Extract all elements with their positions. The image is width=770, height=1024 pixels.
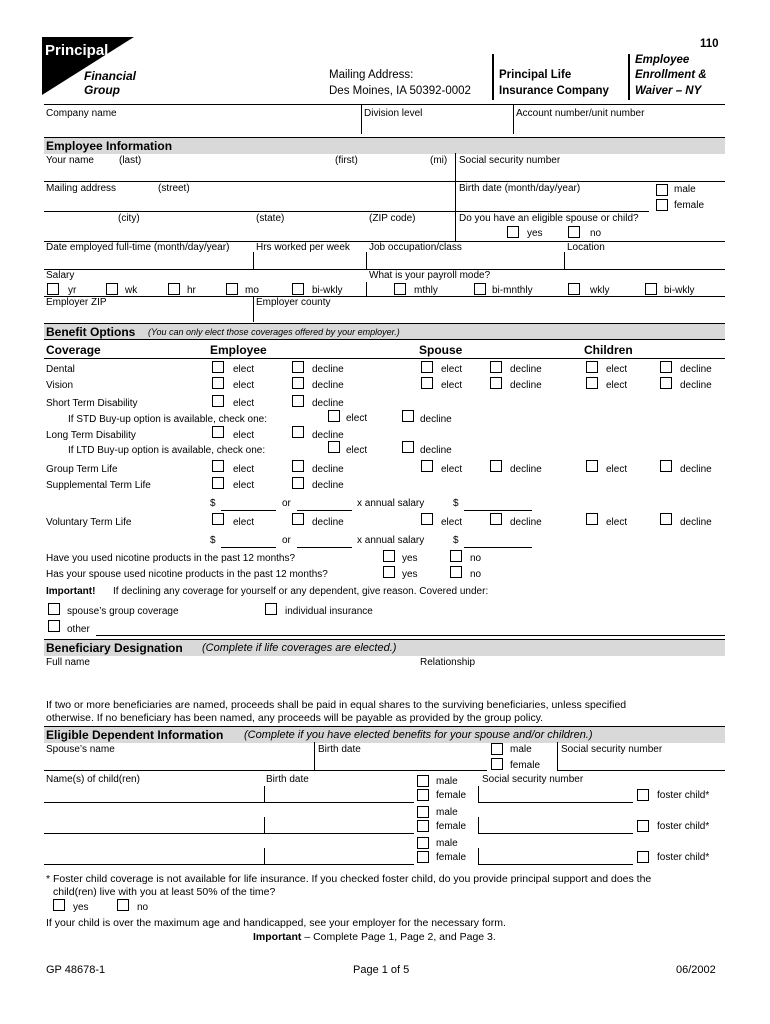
supp-term-label: Supplemental Term Life bbox=[46, 480, 151, 491]
vol-term-employee-elect[interactable] bbox=[212, 513, 224, 525]
individual-insurance-checkbox[interactable] bbox=[265, 603, 277, 615]
elect-text: elect bbox=[233, 364, 255, 375]
dollar-sign: $ bbox=[453, 535, 459, 546]
vol-term-children-elect[interactable] bbox=[586, 513, 598, 525]
complete-pages-text: – Complete Page 1, Page 2, and Page 3. bbox=[301, 931, 496, 943]
spouse-male-checkbox[interactable] bbox=[491, 743, 503, 755]
division-label: Division level bbox=[364, 108, 423, 119]
elect-text: elect bbox=[233, 517, 255, 528]
your-name-label: Your name bbox=[46, 155, 94, 166]
col-coverage: Coverage bbox=[46, 343, 101, 357]
salary-mo-label: mo bbox=[245, 285, 259, 296]
child2-ssn-input[interactable] bbox=[480, 818, 632, 833]
account-input[interactable] bbox=[514, 118, 724, 134]
decline-text: decline bbox=[510, 464, 542, 475]
ltd-buyup-decline[interactable] bbox=[402, 441, 414, 453]
form-title-line2: Enrollment & bbox=[635, 69, 707, 81]
std-employee-decline[interactable] bbox=[292, 395, 304, 407]
dental-employee-decline[interactable] bbox=[292, 361, 304, 373]
dependents-band bbox=[44, 726, 725, 743]
child-ssn-label: Social security number bbox=[482, 774, 584, 785]
spouse-child-question: Do you have an eligible spouse or child? bbox=[459, 213, 639, 224]
dollar-sign: $ bbox=[453, 498, 459, 509]
nicotine-employee-yes[interactable] bbox=[383, 550, 395, 562]
spouse-row-rule-a bbox=[44, 770, 487, 771]
child2-female-checkbox[interactable] bbox=[417, 820, 429, 832]
child2-foster-label: foster child* bbox=[657, 821, 710, 832]
employer-county-label: Employer county bbox=[256, 297, 331, 308]
vision-spouse-elect[interactable] bbox=[421, 377, 433, 389]
header-divider-1 bbox=[492, 54, 494, 100]
name-input[interactable] bbox=[44, 167, 454, 181]
child1-rule-b bbox=[478, 802, 633, 803]
division-input[interactable] bbox=[362, 118, 512, 134]
child1-rule-a bbox=[44, 802, 414, 803]
elect-text: elect bbox=[346, 413, 368, 424]
nicotine-spouse-yes[interactable] bbox=[383, 566, 395, 578]
mailing-address-label: Mailing address bbox=[46, 183, 117, 194]
pay-biwkly-label: bi-wkly bbox=[664, 285, 695, 296]
foster-footnote-line2: child(ren) live with you at least 50% of the time? bbox=[53, 886, 276, 898]
spouse-yes-label: yes bbox=[527, 228, 543, 239]
salary-hr-checkbox[interactable] bbox=[168, 283, 180, 295]
child2-male-label: male bbox=[436, 807, 458, 818]
company-row-top-rule bbox=[44, 104, 725, 105]
benefit-options-heading: Benefit Options bbox=[46, 325, 136, 339]
decline-text: decline bbox=[312, 464, 344, 475]
vol-amount-input[interactable] bbox=[221, 547, 276, 548]
spouse-female-checkbox[interactable] bbox=[491, 758, 503, 770]
no-text: no bbox=[470, 553, 482, 564]
or-text: or bbox=[282, 498, 291, 509]
full-name-label: Full name bbox=[46, 657, 90, 668]
nicotine-spouse-no[interactable] bbox=[450, 566, 462, 578]
child2-rule-a bbox=[44, 833, 414, 834]
ssn-input[interactable] bbox=[456, 167, 724, 181]
decline-text: decline bbox=[312, 364, 344, 375]
decline-text: decline bbox=[312, 380, 344, 391]
supp-multiple-input[interactable] bbox=[297, 510, 352, 511]
decline-text: decline bbox=[312, 517, 344, 528]
employee-info-band bbox=[44, 137, 725, 154]
spouse-name-input[interactable] bbox=[44, 755, 312, 770]
elect-text: elect bbox=[606, 380, 628, 391]
female-label: female bbox=[674, 200, 705, 211]
group-term-children-elect[interactable] bbox=[586, 460, 598, 472]
beneficiary-heading: Beneficiary Designation bbox=[46, 641, 183, 655]
salary-row-rule bbox=[44, 296, 725, 297]
vol-spouse-amount-input[interactable] bbox=[464, 547, 532, 548]
decline-text: decline bbox=[312, 398, 344, 409]
child-birth-label: Birth date bbox=[266, 774, 309, 785]
elect-text: elect bbox=[233, 480, 255, 491]
elect-text: elect bbox=[441, 517, 463, 528]
child3-name-input[interactable] bbox=[44, 849, 262, 864]
dental-spouse-elect[interactable] bbox=[421, 361, 433, 373]
vol-term-label: Voluntary Term Life bbox=[46, 517, 132, 528]
supp-term-employee-decline[interactable] bbox=[292, 477, 304, 489]
spouse-name-label: Spouse’s name bbox=[46, 744, 115, 755]
child1-name-input[interactable] bbox=[44, 787, 262, 802]
child1-sep-a bbox=[264, 786, 265, 802]
child1-male-label: male bbox=[436, 776, 458, 787]
elect-text: elect bbox=[233, 430, 255, 441]
complete-pages-note bbox=[253, 931, 496, 943]
vision-children-decline[interactable] bbox=[660, 377, 672, 389]
spouse-ssn-input[interactable] bbox=[558, 755, 724, 770]
child1-birth-input[interactable] bbox=[266, 787, 412, 802]
child3-foster-label: foster child* bbox=[657, 852, 710, 863]
elect-text: elect bbox=[233, 380, 255, 391]
spouse-birth-input[interactable] bbox=[315, 755, 485, 770]
company-name-input[interactable] bbox=[44, 118, 359, 134]
child3-rule-a bbox=[44, 864, 414, 865]
city-state-zip-input[interactable] bbox=[44, 226, 454, 241]
location-input[interactable] bbox=[565, 254, 724, 269]
foster-support-yes[interactable] bbox=[53, 899, 65, 911]
decline-text: decline bbox=[680, 517, 712, 528]
decline-text: decline bbox=[420, 414, 452, 425]
beneficiary-paragraph-line1: If two or more beneficiaries are named, proceeds shall be paid in equal shares to the surviving beneficiaries, unless specified bbox=[46, 699, 627, 711]
yes-text: yes bbox=[402, 569, 418, 580]
child2-name-input[interactable] bbox=[44, 818, 262, 833]
city-spouse-sep bbox=[455, 211, 456, 241]
account-label: Account number/unit number bbox=[516, 108, 645, 119]
dental-children-decline[interactable] bbox=[660, 361, 672, 373]
spouse-ssn-label: Social security number bbox=[561, 744, 663, 755]
std-buyup-decline[interactable] bbox=[402, 410, 414, 422]
col-employee: Employee bbox=[210, 343, 267, 357]
salary-label: Salary bbox=[46, 270, 75, 281]
salary-biwkly-checkbox[interactable] bbox=[292, 283, 304, 295]
male-checkbox[interactable] bbox=[656, 184, 668, 196]
child1-ssn-input[interactable] bbox=[480, 787, 632, 802]
foster-footnote-line1: * Foster child coverage is not available for life insurance. If you checked foster child, do you provide principal support and does the bbox=[46, 873, 652, 885]
dollar-sign: $ bbox=[210, 498, 216, 509]
spouse-birth-label: Birth date bbox=[318, 744, 361, 755]
group-term-spouse-elect[interactable] bbox=[421, 460, 433, 472]
child3-female-checkbox[interactable] bbox=[417, 851, 429, 863]
spouse-female-label: female bbox=[510, 760, 541, 771]
elect-text: elect bbox=[233, 464, 255, 475]
ltd-buyup-elect[interactable] bbox=[328, 441, 340, 453]
benefit-options-band bbox=[44, 323, 725, 340]
std-label: Short Term Disability bbox=[46, 398, 138, 409]
logo-text-group: Group bbox=[84, 83, 120, 97]
elect-text: elect bbox=[606, 517, 628, 528]
std-buyup-label: If STD Buy-up option is available, check one: bbox=[68, 414, 267, 425]
child2-sep-a bbox=[264, 817, 265, 833]
child2-sep-b bbox=[478, 817, 479, 833]
salary-mo-checkbox[interactable] bbox=[226, 283, 238, 295]
beneficiary-name-input[interactable] bbox=[44, 669, 414, 691]
spouse-group-checkbox[interactable] bbox=[48, 603, 60, 615]
child2-female-label: female bbox=[436, 821, 467, 832]
mi-label: (mi) bbox=[430, 155, 448, 166]
child1-foster-label: foster child* bbox=[657, 790, 710, 801]
payroll-mode-question: What is your payroll mode? bbox=[369, 270, 491, 281]
other-label: other bbox=[67, 624, 90, 635]
child3-ssn-input[interactable] bbox=[480, 849, 632, 864]
header-divider-2 bbox=[628, 54, 630, 100]
salary-yr-label: yr bbox=[68, 285, 77, 296]
std-buyup-elect[interactable] bbox=[328, 410, 340, 422]
child3-sep-a bbox=[264, 848, 265, 864]
logo-text-financial: Financial bbox=[84, 69, 137, 83]
date-employed-input[interactable] bbox=[44, 254, 252, 269]
coverage-header-rule bbox=[44, 358, 725, 359]
decline-text: decline bbox=[510, 364, 542, 375]
important-label: Important! bbox=[46, 586, 96, 597]
child1-female-checkbox[interactable] bbox=[417, 789, 429, 801]
dependents-note: (Complete if you have elected benefits for your spouse and/or children.) bbox=[244, 729, 593, 741]
date-employed-label: Date employed full-time (month/day/year) bbox=[46, 242, 230, 253]
child3-sep-b bbox=[478, 848, 479, 864]
principal-logo bbox=[42, 37, 138, 101]
address-row-rule bbox=[44, 211, 649, 212]
street-label: (street) bbox=[158, 183, 190, 194]
vol-multiple-input[interactable] bbox=[297, 547, 352, 548]
child3-male-checkbox[interactable] bbox=[417, 837, 429, 849]
vol-term-spouse-elect[interactable] bbox=[421, 513, 433, 525]
spouse-row-rule-b bbox=[557, 770, 725, 771]
salary-wk-checkbox[interactable] bbox=[106, 283, 118, 295]
last-name-label: (last) bbox=[119, 155, 142, 166]
foster-no-label: no bbox=[137, 902, 149, 913]
spouse-group-label: spouse’s group coverage bbox=[67, 606, 179, 617]
page-number: Page 1 of 5 bbox=[353, 964, 410, 976]
decline-text: decline bbox=[420, 445, 452, 456]
group-term-employee-elect[interactable] bbox=[212, 460, 224, 472]
group-term-children-decline[interactable] bbox=[660, 460, 672, 472]
no-text: no bbox=[470, 569, 482, 580]
ltd-label: Long Term Disability bbox=[46, 430, 136, 441]
complete-pages-important: Important bbox=[253, 931, 302, 943]
salary-wk-label: wk bbox=[125, 285, 138, 296]
nicotine-question-employee: Have you used nicotine products in the past 12 months? bbox=[46, 553, 296, 564]
child3-male-label: male bbox=[436, 838, 458, 849]
supp-spouse-amount-input[interactable] bbox=[464, 510, 532, 511]
pay-bimnthly-label: bi-mnthly bbox=[492, 285, 533, 296]
elect-text: elect bbox=[233, 398, 255, 409]
salary-hr-label: hr bbox=[187, 285, 196, 296]
female-checkbox[interactable] bbox=[656, 199, 668, 211]
pay-wkly-checkbox[interactable] bbox=[568, 283, 580, 295]
vision-label: Vision bbox=[46, 380, 74, 391]
birth-date-label: Birth date (month/day/year) bbox=[459, 183, 581, 194]
ltd-buyup-label: If LTD Buy-up option is available, check one: bbox=[68, 445, 266, 456]
child1-foster-checkbox[interactable] bbox=[637, 789, 649, 801]
ltd-employee-elect[interactable] bbox=[212, 426, 224, 438]
child3-foster-checkbox[interactable] bbox=[637, 851, 649, 863]
form-date: 06/2002 bbox=[676, 964, 716, 976]
std-employee-elect[interactable] bbox=[212, 395, 224, 407]
salary-yr-checkbox[interactable] bbox=[47, 283, 59, 295]
form-title-line1: Employee bbox=[635, 54, 690, 66]
birth-date-input[interactable] bbox=[456, 196, 646, 211]
employer-zip-label: Employer ZIP bbox=[46, 297, 107, 308]
child2-rule-b bbox=[478, 833, 633, 834]
elect-text: elect bbox=[346, 445, 368, 456]
other-checkbox[interactable] bbox=[48, 620, 60, 632]
or-text: or bbox=[282, 535, 291, 546]
vision-employee-decline[interactable] bbox=[292, 377, 304, 389]
spouse-no-label: no bbox=[590, 228, 602, 239]
child1-female-label: female bbox=[436, 790, 467, 801]
supp-term-employee-elect[interactable] bbox=[212, 477, 224, 489]
vision-spouse-decline[interactable] bbox=[490, 377, 502, 389]
benefit-options-note: (You can only elect those coverages offered by your employer.) bbox=[148, 327, 400, 337]
decline-text: decline bbox=[680, 380, 712, 391]
zip-label: (ZIP code) bbox=[369, 213, 416, 224]
company-name-line2: Insurance Company bbox=[499, 85, 609, 97]
beneficiary-relationship-input[interactable] bbox=[418, 669, 724, 691]
dollar-sign: $ bbox=[210, 535, 216, 546]
child3-rule-b bbox=[478, 864, 633, 865]
dependents-heading: Eligible Dependent Information bbox=[46, 728, 224, 742]
child1-sep-b bbox=[478, 786, 479, 802]
first-name-label: (first) bbox=[335, 155, 358, 166]
col-spouse: Spouse bbox=[419, 343, 463, 357]
form-code: GP 48678-1 bbox=[46, 964, 106, 976]
location-label: Location bbox=[567, 242, 605, 253]
elect-text: elect bbox=[441, 364, 463, 375]
logo-text-principal: Principal bbox=[45, 42, 109, 59]
handicapped-note: If your child is over the maximum age and handicapped, see your employer for the necessary form. bbox=[46, 917, 506, 929]
spouse-no-checkbox[interactable] bbox=[568, 226, 580, 238]
form-number: 110 bbox=[700, 38, 719, 50]
important-text: If declining any coverage for yourself or any dependent, give reason. Covered under: bbox=[113, 586, 489, 597]
name-row-rule bbox=[44, 181, 725, 182]
pay-biwkly-checkbox[interactable] bbox=[645, 283, 657, 295]
vol-term-employee-decline[interactable] bbox=[292, 513, 304, 525]
child1-male-checkbox[interactable] bbox=[417, 775, 429, 787]
spouse-yes-checkbox[interactable] bbox=[507, 226, 519, 238]
beneficiary-band bbox=[44, 639, 725, 656]
foster-yes-label: yes bbox=[73, 902, 89, 913]
ssn-label: Social security number bbox=[459, 155, 561, 166]
relationship-label: Relationship bbox=[420, 657, 476, 668]
yes-text: yes bbox=[402, 553, 418, 564]
vision-children-elect[interactable] bbox=[586, 377, 598, 389]
male-label: male bbox=[674, 184, 696, 195]
dental-spouse-decline[interactable] bbox=[490, 361, 502, 373]
spouse-male-label: male bbox=[510, 744, 532, 755]
individual-insurance-label: individual insurance bbox=[285, 606, 373, 617]
pay-bimnthly-checkbox[interactable] bbox=[474, 283, 486, 295]
child3-birth-input[interactable] bbox=[266, 849, 412, 864]
other-reason-input[interactable] bbox=[96, 635, 725, 636]
state-label: (state) bbox=[256, 213, 285, 224]
elect-text: elect bbox=[606, 364, 628, 375]
hours-label: Hrs worked per week bbox=[256, 242, 350, 253]
decline-text: decline bbox=[510, 380, 542, 391]
child3-female-label: female bbox=[436, 852, 467, 863]
salary-biwkly-label: bi-wkly bbox=[312, 285, 343, 296]
child2-foster-checkbox[interactable] bbox=[637, 820, 649, 832]
benefit-band-bottom bbox=[44, 339, 725, 340]
job-label: Job occupation/class bbox=[369, 242, 462, 253]
nicotine-employee-no[interactable] bbox=[450, 550, 462, 562]
employer-county-input[interactable] bbox=[254, 309, 454, 323]
mailing-label: Mailing Address: bbox=[329, 69, 414, 81]
dental-employee-elect[interactable] bbox=[212, 361, 224, 373]
vol-term-spouse-decline[interactable] bbox=[490, 513, 502, 525]
group-term-employee-decline[interactable] bbox=[292, 460, 304, 472]
decline-text: decline bbox=[312, 480, 344, 491]
elect-text: elect bbox=[441, 464, 463, 475]
mailing-city: Des Moines, IA 50392-0002 bbox=[329, 85, 471, 97]
vision-employee-elect[interactable] bbox=[212, 377, 224, 389]
foster-support-no[interactable] bbox=[117, 899, 129, 911]
employer-zip-input[interactable] bbox=[44, 309, 252, 323]
pay-wkly-label: wkly bbox=[590, 285, 610, 296]
decline-text: decline bbox=[510, 517, 542, 528]
company-name-label: Company name bbox=[46, 108, 117, 119]
x-annual-salary: x annual salary bbox=[357, 535, 425, 546]
dental-children-elect[interactable] bbox=[586, 361, 598, 373]
dental-label: Dental bbox=[46, 364, 75, 375]
decline-text: decline bbox=[680, 364, 712, 375]
hours-input[interactable] bbox=[254, 254, 365, 269]
city-label: (city) bbox=[118, 213, 140, 224]
nicotine-question-spouse: Has your spouse used nicotine products in the past 12 months? bbox=[46, 569, 328, 580]
decline-text: decline bbox=[312, 430, 344, 441]
job-input[interactable] bbox=[367, 254, 563, 269]
group-term-label: Group Term Life bbox=[46, 464, 118, 475]
salary-pay-sep bbox=[366, 282, 367, 296]
form-title-line3: Waiver – NY bbox=[635, 85, 702, 97]
elect-text: elect bbox=[441, 380, 463, 391]
group-term-spouse-decline[interactable] bbox=[490, 460, 502, 472]
street-input[interactable] bbox=[44, 196, 454, 211]
supp-amount-input[interactable] bbox=[221, 510, 276, 511]
children-label: Name(s) of child(ren) bbox=[46, 774, 140, 785]
child2-birth-input[interactable] bbox=[266, 818, 412, 833]
beneficiary-paragraph-line2: otherwise. If no beneficiary has been named, any proceeds will be payable as provided by the group policy. bbox=[46, 712, 544, 724]
elect-text: elect bbox=[606, 464, 628, 475]
x-annual-salary: x annual salary bbox=[357, 498, 425, 509]
ltd-employee-decline[interactable] bbox=[292, 426, 304, 438]
employee-info-heading: Employee Information bbox=[46, 139, 173, 153]
col-children: Children bbox=[584, 343, 633, 357]
decline-text: decline bbox=[680, 464, 712, 475]
pay-mthly-label: mthly bbox=[414, 285, 438, 296]
beneficiary-note: (Complete if life coverages are elected.) bbox=[202, 642, 397, 654]
child2-male-checkbox[interactable] bbox=[417, 806, 429, 818]
vol-term-children-decline[interactable] bbox=[660, 513, 672, 525]
company-name-line1: Principal Life bbox=[499, 69, 572, 81]
pay-mthly-checkbox[interactable] bbox=[394, 283, 406, 295]
